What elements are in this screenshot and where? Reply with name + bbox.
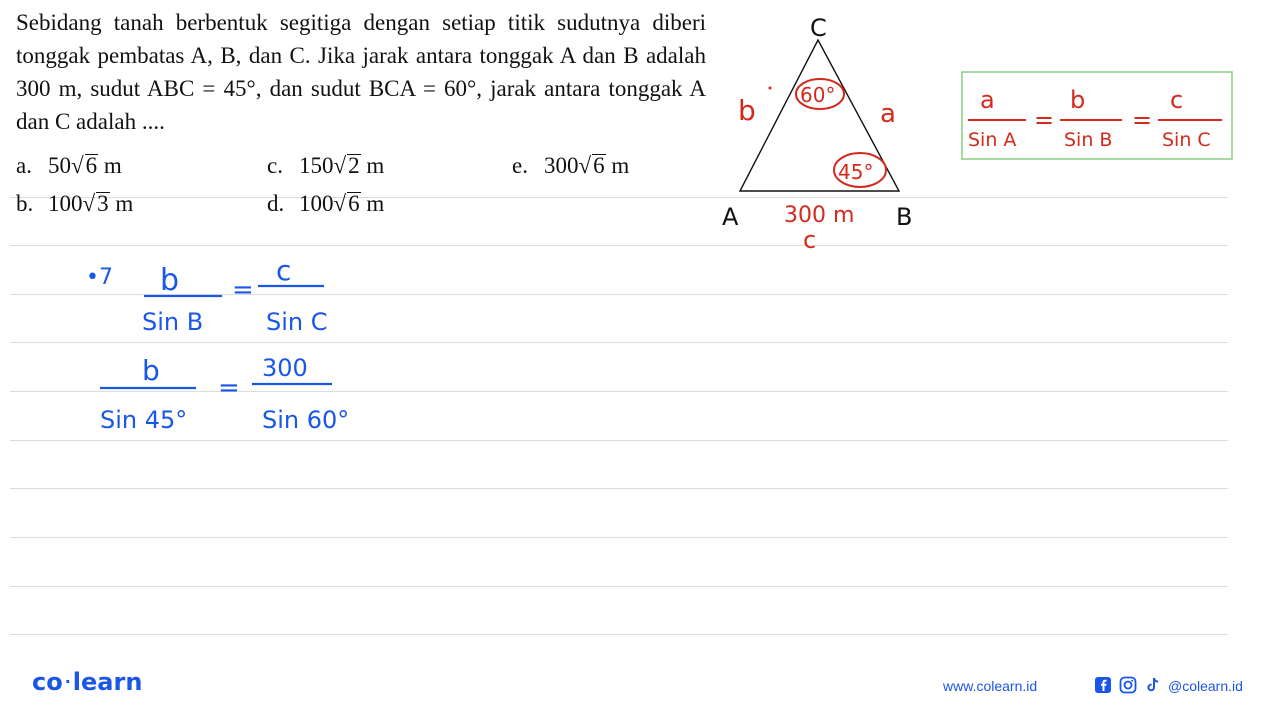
- option-radicand: 3: [97, 191, 109, 216]
- option-unit: m: [366, 153, 385, 178]
- angle-b-label: 45°: [838, 160, 874, 184]
- option-radicand: 6: [85, 153, 98, 178]
- triangle-outline: [740, 40, 899, 191]
- website-link[interactable]: www.colearn.id: [943, 678, 1038, 694]
- triangle-diagram: [700, 10, 950, 260]
- option-letter: e.: [512, 153, 528, 178]
- option-unit: m: [611, 153, 630, 178]
- option-unit: m: [103, 153, 122, 178]
- question-text: Sebidang tanah berbentuk segitiga dengan setiap titik sudutnya diberi tonggak pembatas A, B, dan C. Jika jarak antara tonggak A dan B adalah 300 m, sudut ABC = 45°, dan sudut BCA = 60°, jarak antara tonggak A dan C adalah ....: [16, 10, 706, 134]
- colearn-logo[interactable]: [32, 668, 142, 696]
- side-b-label: b: [738, 94, 756, 127]
- instagram-icon[interactable]: [1119, 676, 1137, 694]
- social-handle[interactable]: @colearn.id: [1168, 678, 1243, 694]
- side-b-dot: [769, 87, 772, 90]
- sine-denominator-b: Sin B: [1064, 129, 1113, 151]
- option-e[interactable]: e. 300√6 m: [512, 153, 630, 178]
- equals-sign: =: [1132, 106, 1153, 134]
- work-line1-den-b: Sin B: [142, 308, 204, 336]
- option-letter: a.: [16, 153, 32, 178]
- vertex-a-label: A: [722, 203, 739, 231]
- option-coef: 150: [299, 153, 334, 178]
- option-letter: c.: [267, 153, 283, 178]
- ruled-line: [10, 488, 1228, 489]
- logo-text-co: co: [32, 668, 63, 696]
- work-line1-num-c: c: [276, 254, 292, 287]
- option-coef: 100: [299, 191, 334, 216]
- equals-sign: =: [1034, 106, 1055, 134]
- ruled-line: [10, 440, 1228, 441]
- option-b[interactable]: b. 100√3 m: [16, 191, 134, 216]
- sine-numerator-a: a: [980, 86, 995, 114]
- base-length-label: 300 m: [784, 203, 855, 228]
- option-radicand: 6: [593, 153, 605, 178]
- vertex-c-label: C: [810, 14, 827, 42]
- work-line2-den-60: Sin 60°: [262, 406, 350, 434]
- option-radicand: 2: [348, 153, 360, 178]
- side-a-label: a: [880, 99, 896, 129]
- logo-dot: ·: [64, 672, 71, 691]
- sine-numerator-b: b: [1070, 86, 1086, 114]
- side-c-label: c: [803, 226, 817, 254]
- ruled-line: [10, 586, 1228, 587]
- option-unit: m: [115, 191, 134, 216]
- facebook-icon[interactable]: [1094, 676, 1112, 694]
- angle-c-label: 60°: [800, 83, 836, 107]
- option-radicand: 6: [348, 191, 360, 216]
- option-letter: b.: [16, 191, 34, 216]
- sine-rule-box: [960, 70, 1235, 162]
- option-d[interactable]: d. 100√6 m: [267, 191, 385, 216]
- work-line1-num-b: b: [160, 263, 180, 298]
- sine-numerator-c: c: [1170, 86, 1184, 114]
- worked-solution: [80, 240, 380, 440]
- ruled-line: [10, 537, 1228, 538]
- ruled-line: [10, 197, 1228, 198]
- option-c[interactable]: c. 150√2 m: [267, 153, 385, 178]
- work-line2-den-b: Sin 45°: [100, 406, 188, 434]
- tiktok-icon[interactable]: [1144, 676, 1162, 694]
- option-a[interactable]: a. 50√6 m: [16, 153, 122, 178]
- sine-denominator-c: Sin C: [1162, 129, 1211, 151]
- work-arrow: •7: [86, 265, 113, 290]
- equals-sign: =: [218, 373, 240, 403]
- option-coef: 50: [48, 153, 71, 178]
- work-line1-den-c: Sin C: [266, 308, 328, 336]
- vertex-b-label: B: [896, 203, 913, 231]
- ruled-line: [10, 634, 1228, 635]
- sine-denominator-a: Sin A: [968, 129, 1017, 151]
- equals-sign: =: [232, 275, 254, 305]
- work-line2-num-b: b: [142, 354, 160, 387]
- logo-text-learn: learn: [72, 668, 143, 696]
- option-coef: 300: [544, 153, 579, 178]
- option-letter: d.: [267, 191, 285, 216]
- work-line2-num-300: 300: [262, 354, 308, 382]
- option-coef: 100: [48, 191, 83, 216]
- option-unit: m: [366, 191, 385, 216]
